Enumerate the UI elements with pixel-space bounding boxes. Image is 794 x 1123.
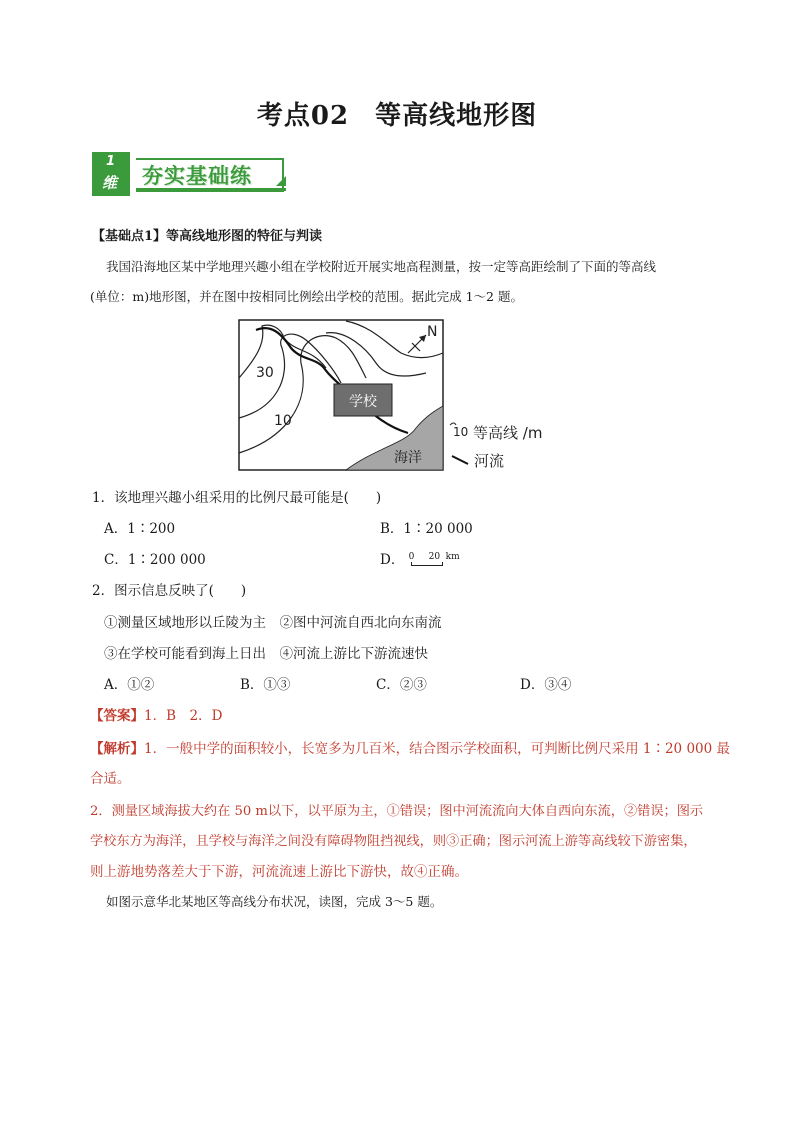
sea-label: 海洋 bbox=[394, 450, 422, 466]
legend-river-text: 河流 bbox=[474, 452, 505, 470]
contour-map bbox=[236, 318, 566, 474]
intro-line-1: 我国沿海地区某中学地理兴趣小组在学校附近开展实地高程测量，按一定等高距绘制了下面的等高线 bbox=[106, 259, 657, 274]
north-label: N bbox=[427, 324, 438, 340]
q2-option-d[interactable]: D．③④ bbox=[520, 677, 572, 693]
school-label: 学校 bbox=[349, 394, 377, 410]
q2-statement-1: ①测量区域地形以丘陵为主 ②图中河流自西北向东南流 bbox=[104, 615, 442, 631]
title-prefix: 考点02 bbox=[256, 101, 350, 131]
scale-line bbox=[411, 565, 443, 566]
q2-option-a[interactable]: A．①② bbox=[104, 677, 155, 693]
title-main: 等高线地形图 bbox=[375, 101, 538, 131]
banner-text: 夯实基础练 bbox=[142, 164, 252, 188]
q1-option-d[interactable] bbox=[380, 548, 469, 568]
analysis-p2-line1: 2．测量区域海拔大约在 50 m以下，以平原为主，①错误；图中河流流向大体自西向东流，②错误；图示 bbox=[90, 804, 704, 819]
q2-statement-2: ③在学校可能看到海上日出 ④河流上游比下游流速快 bbox=[104, 646, 428, 662]
q1-option-d-prefix: D． bbox=[380, 552, 405, 568]
scale-bar bbox=[408, 551, 469, 568]
contour-label-30: 30 bbox=[256, 365, 274, 381]
legend-contour-text: 等高线 /m bbox=[473, 424, 543, 442]
next-intro: 如图示意华北某地区等高线分布状况，读图，完成 3～5 题。 bbox=[106, 894, 443, 909]
analysis-label: 【解析】 bbox=[90, 741, 144, 757]
banner-badge bbox=[92, 152, 130, 196]
badge-number: 1 bbox=[106, 154, 116, 169]
scale-unit: km bbox=[445, 551, 460, 562]
scale-twenty: 20 bbox=[428, 551, 441, 562]
q2-option-c[interactable]: C．②③ bbox=[376, 677, 427, 693]
legend-contour-number: 10 bbox=[453, 425, 469, 439]
analysis-p1-text: 1．一般中学的面积较小，长宽多为几百米，结合图示学校面积，可判断比例尺采用 1∶20 000 最 bbox=[144, 741, 730, 757]
analysis-p2-line2: 学校东方为海洋，且学校与海洋之间没有障碍物阻挡视线，则③正确；图示河流上游等高线较下游密集， bbox=[90, 834, 697, 849]
q1-option-b[interactable]: B．1∶20 000 bbox=[380, 521, 473, 537]
analysis-p1-line2: 合适。 bbox=[90, 771, 131, 787]
page-title bbox=[0, 95, 794, 132]
answer-text: 1．B 2．D bbox=[144, 708, 223, 724]
banner-corner bbox=[276, 176, 286, 186]
q1-option-c[interactable]: C．1∶200 000 bbox=[104, 552, 206, 568]
scale-tick bbox=[411, 562, 412, 566]
section-label: 【基础点1】等高线地形图的特征与判读 bbox=[92, 229, 323, 244]
analysis-p1-line1 bbox=[90, 737, 730, 757]
q1-option-a[interactable]: A．1∶200 bbox=[104, 521, 176, 537]
scale-tick bbox=[442, 562, 443, 566]
contour-label-10: 10 bbox=[274, 413, 292, 429]
q2-stem: 2．图示信息反映了( ) bbox=[92, 583, 247, 599]
intro-line-2: (单位：m)地形图，并在图中按相同比例绘出学校的范围。据此完成 1～2 题。 bbox=[90, 289, 523, 304]
scale-zero: 0 bbox=[408, 551, 415, 562]
legend-river-symbol bbox=[452, 456, 468, 464]
q2-option-b[interactable]: B．①③ bbox=[240, 677, 291, 693]
q1-stem: 1．该地理兴趣小组采用的比例尺最可能是( ) bbox=[92, 490, 382, 506]
answer bbox=[90, 704, 222, 724]
analysis-p2-line3: 则上游地势落差大于下游，河流流速上游比下游快，故④正确。 bbox=[90, 864, 468, 880]
badge-char: 维 bbox=[102, 174, 118, 192]
answer-label: 【答案】 bbox=[90, 708, 144, 724]
